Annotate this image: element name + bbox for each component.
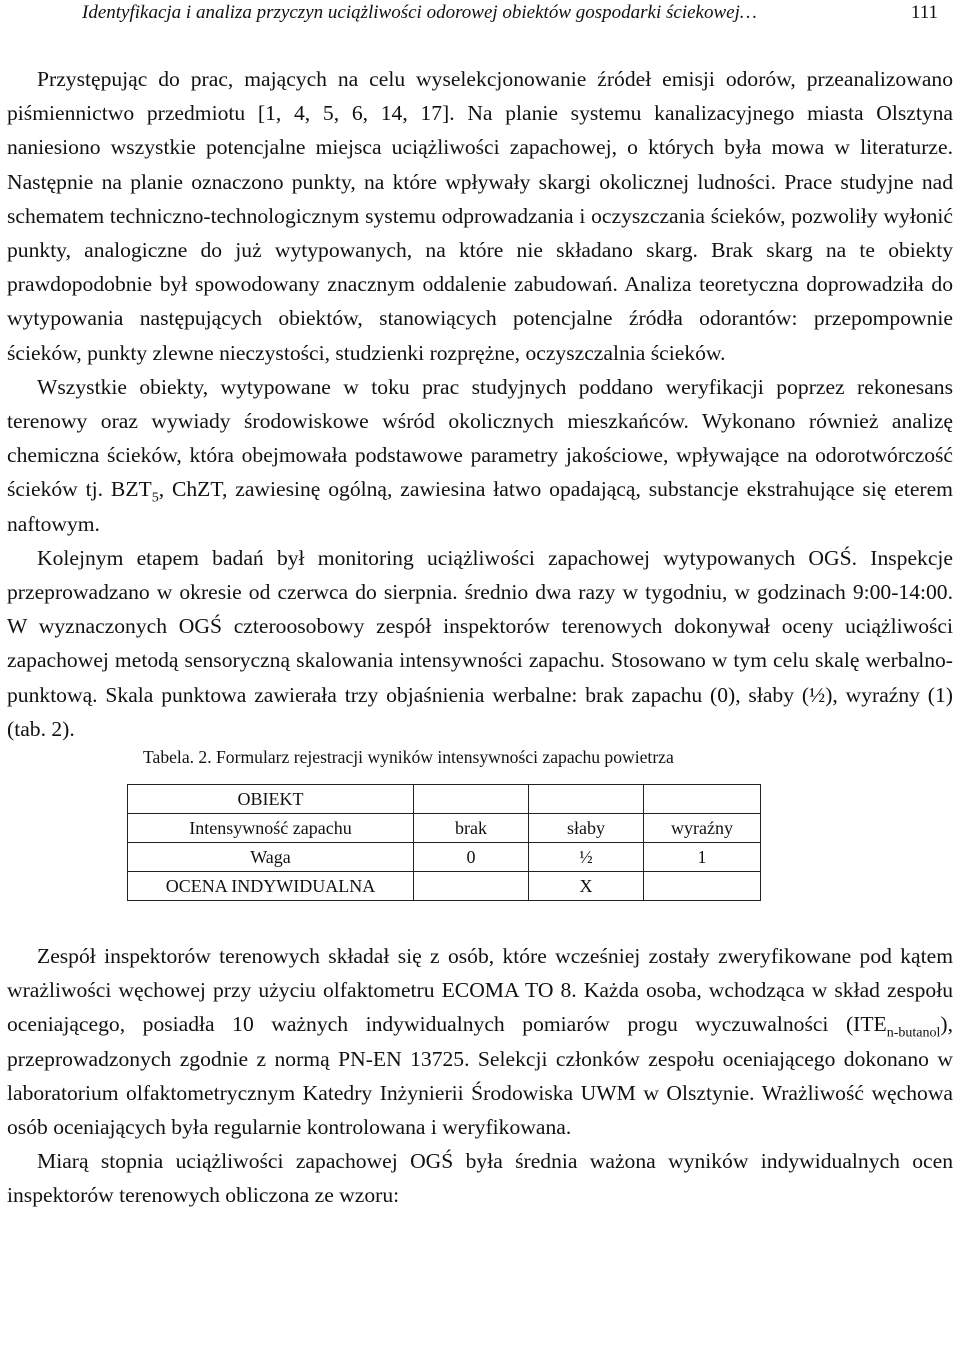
table-cell — [644, 872, 761, 901]
paragraph-2-text-a: Wszystkie obiekty, wytypowane w toku prac studyjnych poddano weryfikacji poprzez rekonesans terenowy oraz wywiady środowiskowe wśród okolicznych mieszkańców. Wykonano również analizę chemiczna ścieków, która obejmowała podstawowe parametry jakościowe, wpływające na odorotwórczość ścieków tj. BZT — [7, 374, 953, 502]
paragraph-4 — [7, 939, 953, 1144]
running-header — [22, 2, 938, 24]
table-cell: 0 — [414, 843, 529, 872]
table-caption: Tabela. 2. Formularz rejestracji wyników intensywności zapachu powietrza — [143, 747, 674, 768]
post-table-text — [7, 939, 953, 1213]
table-cell — [414, 785, 529, 814]
table-cell — [644, 785, 761, 814]
paragraph-4-text-a: Zespół inspektorów terenowych składał się z osób, które wcześniej zostały zweryfikowane pod kątem wrażliwości węchowej przy użyciu olfaktometru ECOMA TO 8. Każda osoba, wchodząca w skład zespołu oceniającego, posiadła 10 ważnych indywidualnych pomiarów progu wyczuwalności (ITE — [7, 944, 953, 1037]
table-cell: słaby — [529, 814, 644, 843]
paragraph-5: Miarą stopnia uciążliwości zapachowej OGŚ była średnia ważona wyników indywidualnych ocen inspektorów terenowych obliczona ze wzoru: — [7, 1149, 953, 1208]
table-cell — [529, 785, 644, 814]
table-cell: wyraźny — [644, 814, 761, 843]
subscript-n-butanol: n-butanol — [886, 1025, 941, 1041]
table-cell: Waga — [128, 843, 414, 872]
paragraph-3: Kolejnym etapem badań był monitoring uciążliwości zapachowej wytypowanych OGŚ. Inspekcje przeprowadzano w okresie od czerwca do sierpnia. średnio dwa razy w tygodniu, w godzinach 9:00-14:00. W wyznaczonych OGŚ czteroosobowy zespół inspektorów terenowych dokonywał oceny uciążliwości zapachowej metodą sensoryczną skalowania intensywności zapachu. Stosowano w tym celu skalę werbalnopunktową. Skala punktowa zawierała trzy objaśnienia werbalne: brak zapachu (0), słaby (½), wyraźny (1) (tab. 2). — [7, 545, 953, 741]
paragraph-2 — [7, 370, 953, 541]
table-cell: Intensywność zapachu — [128, 814, 414, 843]
table-cell: ½ — [529, 843, 644, 872]
paragraph-4-text-b: ), przeprowadzonych zgodnie z normą PN-EN 13725. Selekcji członków zespołu oceniającego dokonano w laboratorium olfaktometrycznym Katedry Inżynierii Środowiska UWM w Olsztynie. Wrażliwość węchowa osób oceniających była regularnie kontrolowana i weryfikowana. — [7, 1012, 953, 1140]
table-row — [128, 843, 761, 872]
body-text — [7, 62, 953, 1213]
table-cell: OBIEKT — [128, 785, 414, 814]
running-title: Identyfikacja i analiza przyczyn uciążliwości odorowej obiektów gospodarki ściekowej… — [82, 2, 757, 23]
odor-intensity-table — [127, 784, 761, 901]
table-cell: X — [529, 872, 644, 901]
subscript-bzt: 5 — [151, 490, 159, 506]
table-row — [128, 814, 761, 843]
table-row — [128, 872, 761, 901]
table-cell — [414, 872, 529, 901]
table-cell: 1 — [644, 843, 761, 872]
paragraph-2-text-b: , ChZT, zawiesinę ogólną, zawiesina łatwo opadającą, substancje ekstrahujące się eterem naftowym. — [7, 477, 953, 536]
table-cell: brak — [414, 814, 529, 843]
page-number: 111 — [910, 2, 938, 23]
table-cell: OCENA INDYWIDUALNA — [128, 872, 414, 901]
table-row — [128, 785, 761, 814]
paragraph-1: Przystępując do prac, mających na celu wyselekcjonowanie źródeł emisji odorów, przeanalizowano piśmiennictwo przedmiotu [1, 4, 5, 6, 14, 17]. Na planie systemu kanalizacyjnego miasta Olsztyna naniesiono wszystkie potencjalne miejsca uciążliwości zapachowej, o których była mowa w literaturze. Następnie na planie oznaczono punkty, na które wpływały skargi okolicznej ludności. Prace studyjne nad schematem techniczno-technologicznym systemu odprowadzania i oczyszczania ścieków, pozwoliły wyłonić punkty, analogiczne do już wytypowanych, na które nie składano skarg. Brak skarg na te obiekty prawdopodobnie był spowodowany znacznym oddalenie zabudowań. Analiza teoretyczna doprowadziła do wytypowania następujących obiektów, stanowiących potencjalne źródła odorantów: przepompownie ścieków, punkty zlewne nieczystości, studzienki rozprężne, oczyszczalnia ścieków. — [7, 67, 953, 365]
